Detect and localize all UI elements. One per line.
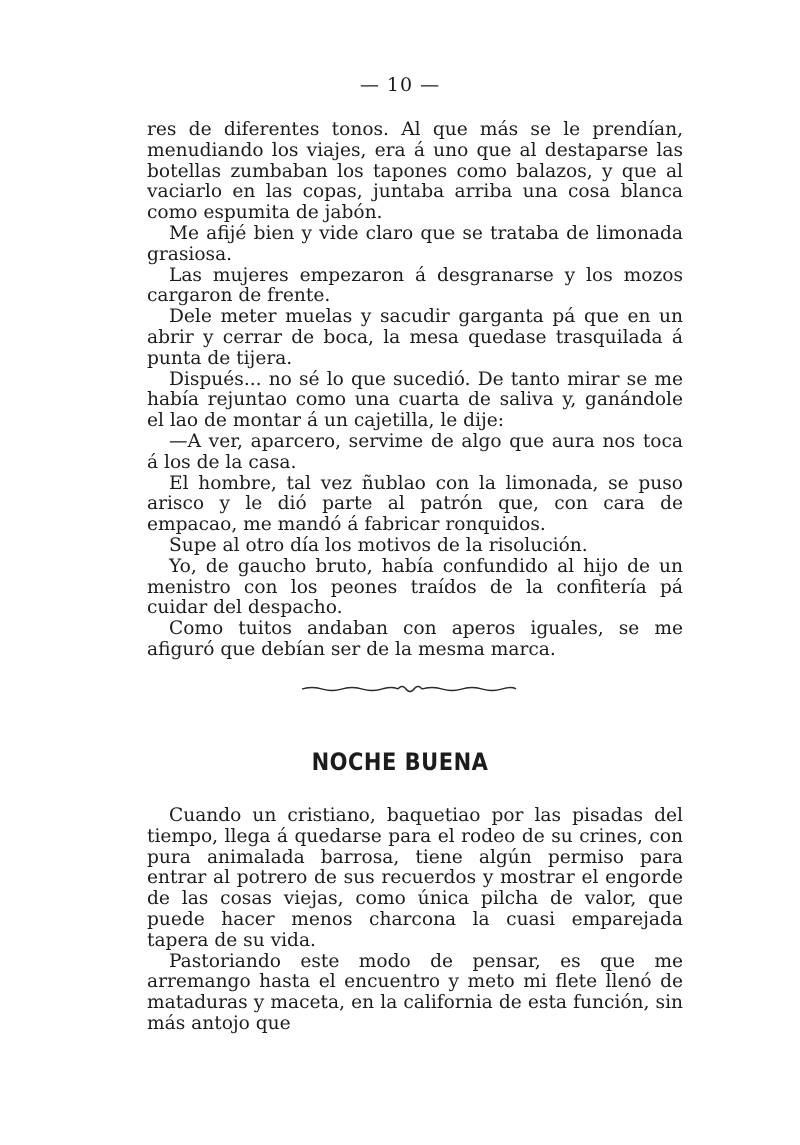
dialogue-line: —A ver, aparcero, servime de algo que aura nos toca á los de la casa. xyxy=(147,430,683,473)
paragraph: Pastoriando este modo de pensar, es que me arremango hasta el encuentro y meto mi flete llenó de mataduras y maceta, en la california de esta función, sin más antojo que xyxy=(147,950,683,1034)
paragraph: Cuando un cristiano, baquetiao por las pisadas del tiempo, llega á quedarse para el rodeo de su crines, con pura animalada barrosa, tiene algún permiso para entrar al potrero de sus recuerdos y mostrar el engorde de las cosas viejas, como única pilcha de valor, que puede hacer menos charcona la cuasi emparejada tapera de su vida. xyxy=(147,805,683,951)
page-number: — 10 — xyxy=(359,74,441,96)
body-text-bottom xyxy=(147,806,683,1035)
ornamental-divider xyxy=(300,682,518,696)
paragraph: Supe al otro día los motivos de la risolución. xyxy=(169,534,588,556)
section-title: NOCHE BUENA xyxy=(311,748,489,776)
paragraph: Dispués... no sé lo que sucedió. De tanto mirar se me había rejuntao como una cuarta de saliva y, ganándole el lao de montar á un cajetilla, le dije: xyxy=(147,368,683,432)
paragraph: res de diferentes tonos. Al que más se le prendían, menudiando los viajes, era á uno que al destaparse las botellas zumbaban los tapones como balazos, y que al vaciarlo en las copas, juntaba arriba una cosa blanca como espumita de jabón. xyxy=(147,119,683,224)
paragraph: El hombre, tal vez ñublao con la limonada, se puso arisco y le dió parte al patrón que, con cara de empacao, me mandó á fabricar ronquidos. xyxy=(147,472,683,536)
paragraph: Yo, de gaucho bruto, había confundido al hijo de un menistro con los peones traídos de la confitería pá cuidar del despacho. xyxy=(147,555,683,619)
paragraph: Las mujeres empezaron á desgranarse y los mozos cargaron de frente. xyxy=(147,264,683,307)
body-text-top xyxy=(147,120,683,661)
paragraph: Dele meter muelas y sacudir garganta pá que en un abrir y cerrar de boca, la mesa quedase trasquilada á punta de tijera. xyxy=(147,306,683,369)
paragraph: Me afijé bien y vide claro que se trataba de limonada grasiosa. xyxy=(147,222,683,265)
paragraph: Como tuitos andaban con aperos iguales, se me afiguró que debían ser de la mesma marca. xyxy=(147,618,683,660)
